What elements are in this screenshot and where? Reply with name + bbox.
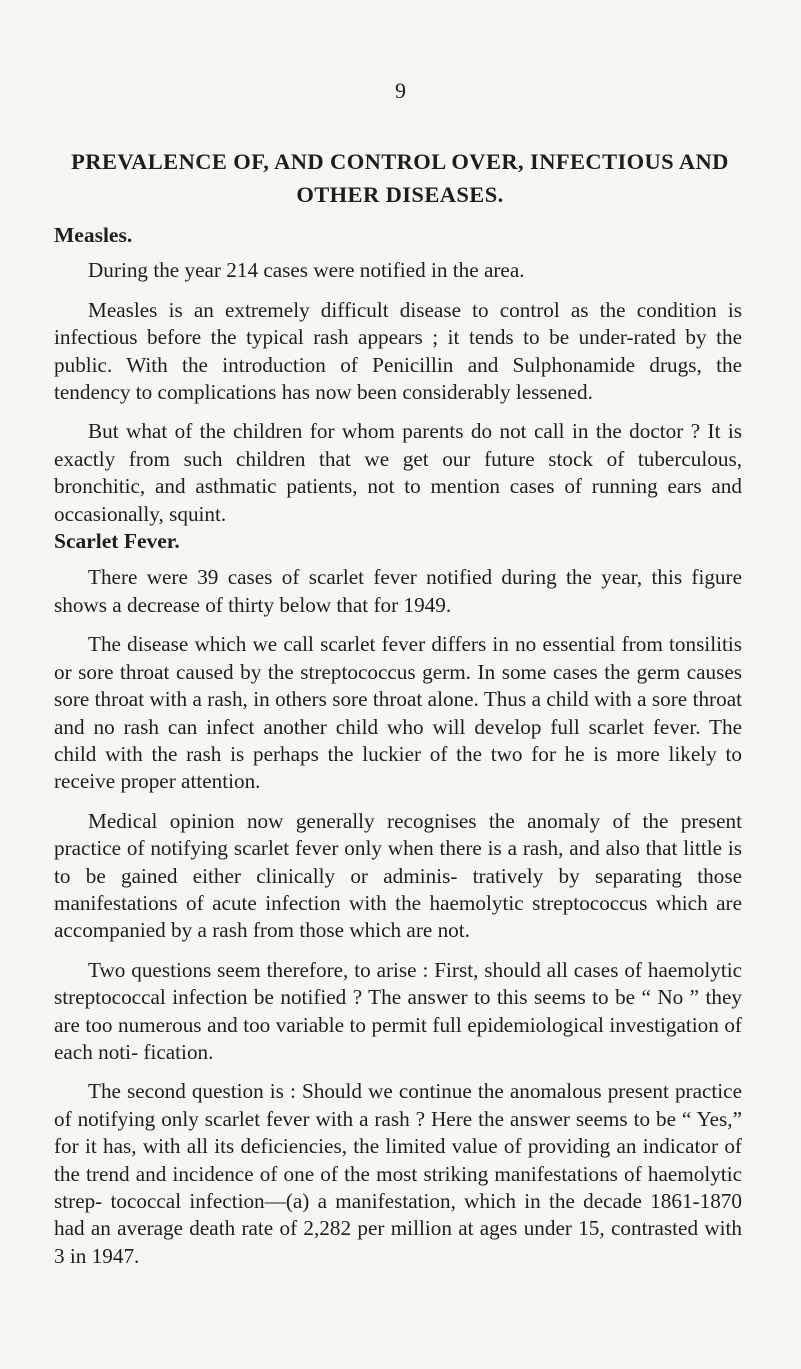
heading-line-2: OTHER DISEASES.: [296, 182, 504, 207]
measles-paragraph-2: Measles is an extremely difficult disease to control as the condition is infectious before the typical rash appears ; it tends to be under-rated by the public. With the introduction of Penicillin and Sulphonamide drugs, the tendency to complications has now been considerably lessened.: [54, 297, 742, 405]
section-title-measles: Measles.: [54, 223, 133, 247]
page-heading: [40, 145, 760, 211]
scarlet-fever-paragraph-4: Two questions seem therefore, to arise : First, should all cases of haemolytic streptococcal infection be notified ? The answer to this seems to be “ No ” they are too numerous and too variable to permit full epidemiological investigation of each noti- fication.: [54, 957, 742, 1064]
heading-line-1: PREVALENCE OF, AND CONTROL OVER, INFECTIOUS AND: [71, 149, 729, 174]
scarlet-fever-paragraph-2: The disease which we call scarlet fever differs in no essential from tonsilitis or sore throat caused by the streptococcus germ. In some cases the germ causes sore throat with a rash, in others sore throat alone. Thus a child with a sore throat and no rash can infect another child who will develop full scarlet fever. The child with the rash is perhaps the luckier of the two for he is more likely to receive proper attention.: [54, 632, 742, 794]
scarlet-fever-paragraph-1: There were 39 cases of scarlet fever notified during the year, this figure shows a decrease of thirty below that for 1949.: [54, 565, 742, 617]
scarlet-fever-paragraph-5: The second question is : Should we continue the anomalous present practice of notifying only scarlet fever with a rash ? Here the answer seems to be “ Yes,” for it has, with all its deficiencies, the limited value of providing an indicator of the trend and incidence of one of the most striking manifestations of haemolytic strep- tococcal infection—(a) a manifestation, which in the decade 1861-1870 had an average death rate of 2,282 per million at ages under 15, contrasted with 3 in 1947.: [54, 1079, 742, 1268]
section-title-scarlet-fever: Scarlet Fever.: [54, 529, 180, 554]
page-number: 9: [395, 78, 406, 103]
measles-paragraph-1: During the year 214 cases were notified in the area.: [88, 258, 525, 283]
scarlet-fever-paragraph-3: Medical opinion now generally recognises the anomaly of the present practice of notifying scarlet fever only when there is a rash, and also that little is to be gained either clinically or adminis- tratively by separating those manifestations of acute infection with the haemolytic streptococcus which are accompanied by a rash from those which are not.: [54, 808, 742, 943]
measles-paragraph-3: But what of the children for whom parents do not call in the doctor ? It is exactly from such children that we get our future stock of tuberculous, bronchitic, and asthmatic patients, not to mention cases of running ears and occasionally, squint.: [54, 419, 742, 526]
body-text: [54, 222, 742, 1270]
